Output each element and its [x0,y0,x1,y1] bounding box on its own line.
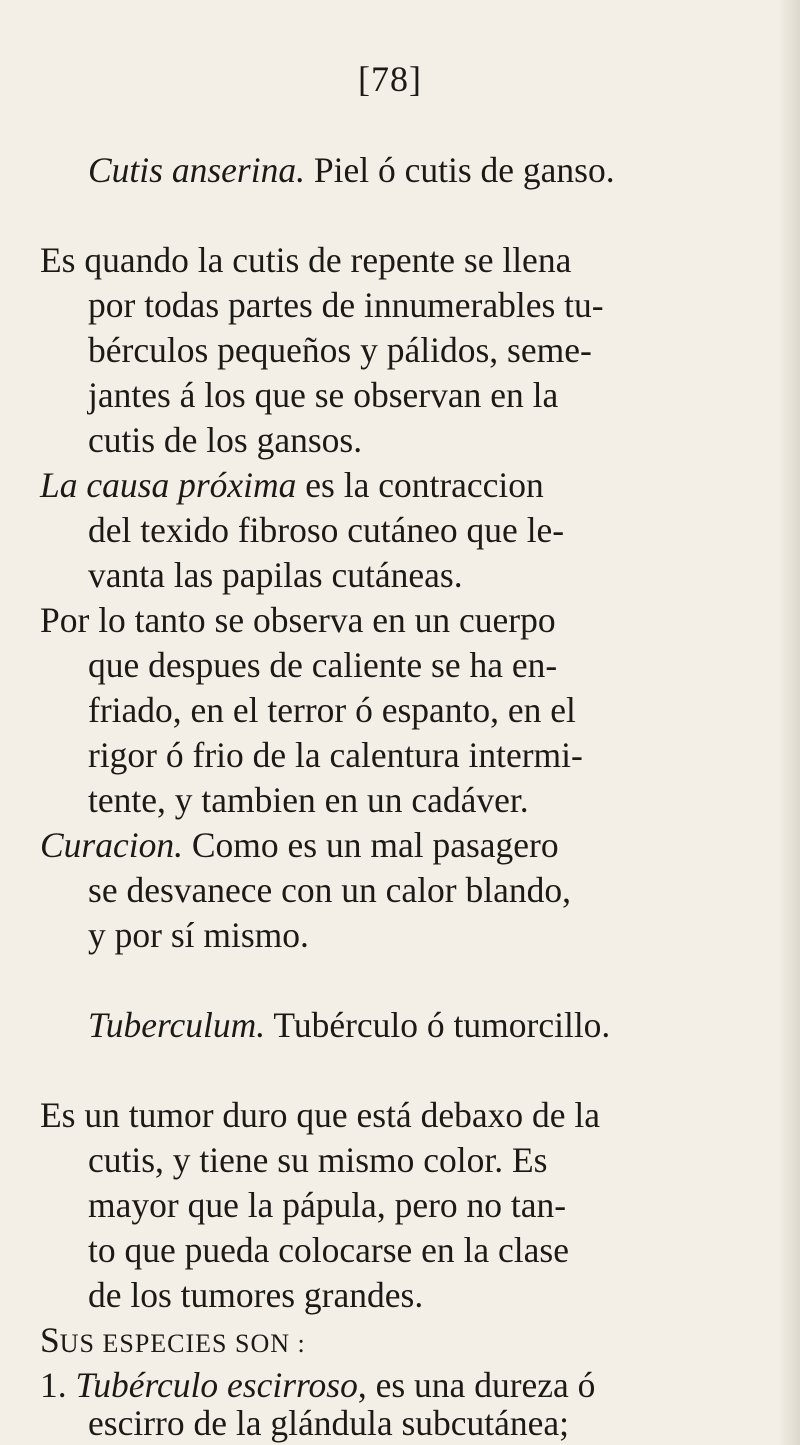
text-line: por todas partes de innumerables tu- [88,285,604,325]
text-line: friado, en el terror ó espanto, en el [88,690,576,730]
text-fragment: es la contraccion [305,465,544,505]
text-line: Es un tumor duro que está debaxo de la [40,1095,600,1135]
text-line [40,463,544,507]
entry-heading-cutis [88,148,615,192]
small-caps-text: US ESPECIES SON : [59,1329,306,1358]
text-line: Por lo tanto se observa en un cuerpo [40,600,556,640]
text-line: se desvanece con un calor blando, [88,870,571,910]
text-line: to que pueda colocarse en la clase [88,1230,569,1270]
small-caps-initial: S [40,1320,60,1360]
text-line: de los tumores grandes. [88,1275,424,1315]
text-line: tente, y tambien en un cadáver. [88,780,529,820]
text-line: y por sí mismo. [88,915,309,955]
text-fragment: Como es un mal pasagero [191,825,559,865]
entry-translation: Piel ó cutis de ganso. [313,150,615,190]
text-line: bérculos pequeños y pálidos, seme- [88,330,592,370]
text-line: mayor que la pápula, pero no tan- [88,1185,567,1225]
text-line [40,823,559,867]
text-line: Es quando la cutis de repente se llena [40,240,572,280]
page-number: [78] [358,59,422,99]
entry-translation: Tubérculo ó tumorcillo. [273,1005,611,1045]
list-number: 1. [40,1365,67,1405]
text-line: cutis, y tiene su mismo color. Es [88,1140,548,1180]
text-line: que despues de caliente se ha en- [88,645,558,685]
subheading-curacion: Curacion. [40,825,183,865]
entry-term: Tuberculum. [88,1005,266,1045]
entry-term: Cutis anserina. [88,150,305,190]
text-line: cutis de los gansos. [88,420,363,460]
entry-heading-tuberculum [88,1003,610,1047]
text-fragment: , es una dureza ó [357,1365,596,1405]
text-line: escirro de la glándula subcutánea; [88,1403,570,1443]
page-edge-shadow [778,0,800,1445]
text-line: jantes á los que se observan en la [88,375,559,415]
text-line: vanta las papilas cutáneas. [88,555,463,595]
text-line: rigor ó frio de la calentura intermi- [88,735,583,775]
subheading-causa: La causa próxima [40,465,297,505]
list-term: Tubérculo escirroso [75,1365,358,1405]
text-line: del texido fibroso cutáneo que le- [88,510,565,550]
species-heading [40,1318,306,1366]
